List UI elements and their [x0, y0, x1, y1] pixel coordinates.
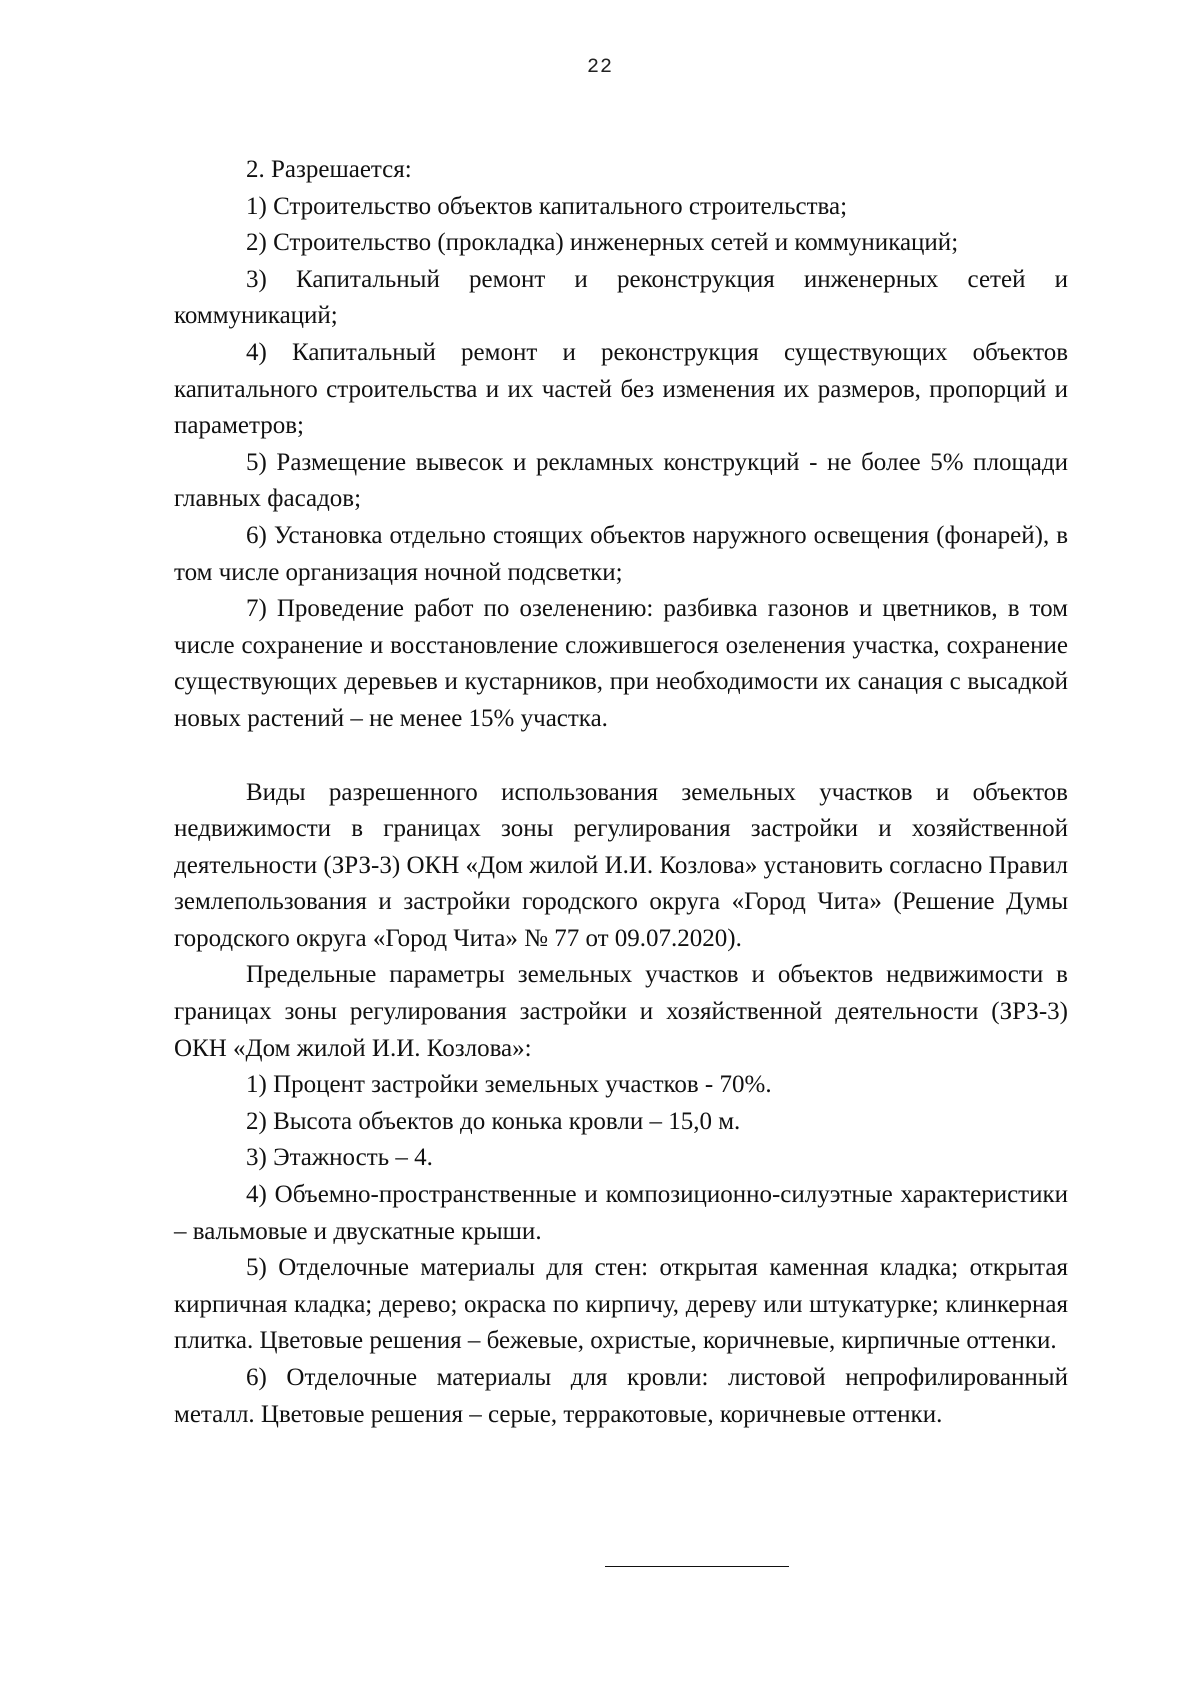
parameter-item-6: 6) Отделочные материалы для кровли: листовой непрофилированный металл. Цветовые решения – серые, терракотовые, коричневые оттенки. [174, 1364, 1068, 1428]
permitted-item-1: 1) Строительство объектов капитального строительства; [246, 192, 848, 220]
permitted-item-4: 4) Капитальный ремонт и реконструкция существующих объектов капитального строительства и их частей без изменения их размеров, пропорций и параметров; [174, 338, 1068, 440]
parameter-item-2: 2) Высота объектов до конька кровли – 15,0 м. [246, 1107, 741, 1135]
parameter-item-1: 1) Процент застройки земельных участков - 70%. [246, 1071, 772, 1099]
document-body [174, 152, 1068, 1433]
section-spacer [174, 738, 1068, 775]
parameter-item-5: 5) Отделочные материалы для стен: открытая каменная кладка; открытая кирпичная кладка; дерево; окраска по кирпичу, дереву или штукатурке; клинкерная плитка. Цветовые решения – бежевые, охристые, коричневые, кирпичные оттенки. [174, 1254, 1068, 1355]
page-number: 22 [586, 56, 613, 79]
section1-heading: 2. Разрешается: [246, 156, 412, 183]
permitted-item-3: 3) Капитальный ремонт и реконструкция инженерных сетей и коммуникаций; [174, 265, 1068, 330]
parameter-item-4: 4) Объемно-пространственные и композиционно-силуэтные характеристики – вальмовые и двускатные крыши. [174, 1181, 1068, 1245]
limit-parameters-paragraph: Предельные параметры земельных участков и объектов недвижимости в границах зоны регулирования застройки и хозяйственной деятельности (ЗРЗ-3) ОКН «Дом жилой И.И. Козлова»: [174, 961, 1068, 1062]
permitted-item-5: 5) Размещение вывесок и рекламных конструкций - не более 5% площади главных фасадов; [174, 448, 1068, 513]
parameter-item-3: 3) Этажность – 4. [246, 1144, 433, 1172]
permitted-item-6: 6) Установка отдельно стоящих объектов наружного освещения (фонарей), в том числе организация ночной подсветки; [174, 521, 1068, 586]
permitted-item-7: 7) Проведение работ по озеленению: разбивка газонов и цветников, в том числе сохранение и восстановление сложившегося озеленения участка, сохранение существующих деревьев и кустарников, при необходимости их санация с высадкой новых растений – не менее 15% участка. [174, 595, 1068, 732]
permitted-item-2: 2) Строительство (прокладка) инженерных сетей и коммуникаций; [246, 229, 959, 257]
end-divider-line [605, 1566, 789, 1567]
land-use-paragraph: Виды разрешенного использования земельных участков и объектов недвижимости в границах зоны регулирования застройки и хозяйственной деятельности (ЗРЗ-3) ОКН «Дом жилой И.И. Козлова» установить согласно Правил землепользования и застройки городского округа «Город Чита» (Решение Думы городского округа «Город Чита» № 77 от 09.07.2020). [174, 778, 1068, 952]
